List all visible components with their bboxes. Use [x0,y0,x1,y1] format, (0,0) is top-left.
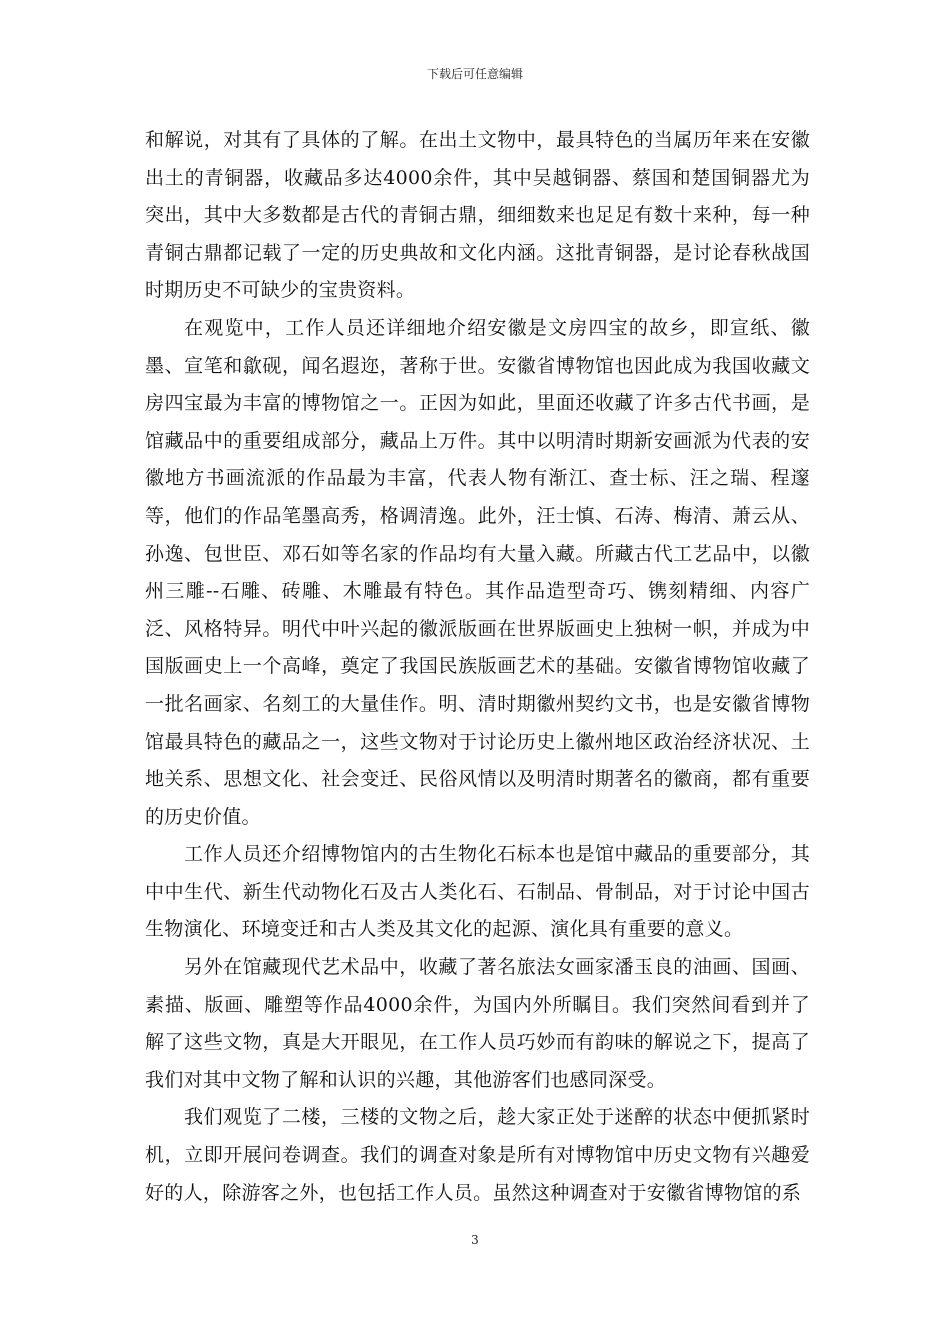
page-number: 3 [471,1233,479,1247]
page-header: 下载后可任意编辑 [426,67,523,81]
document-body [145,122,810,1212]
paragraph-fossils: 工作人员还介绍博物馆内的古生物化石标本也是馆中藏品的重要部分，其中中生代、新生代动物化石及古人类化石、石制品、骨制品，对于讨论中国古生物演化、环境变迁和古人类及其文化的起源、演化具有重要的意义。 [145,843,810,941]
paragraph-four-treasures: 在观览中，工作人员还详细地介绍安徽是文房四宝的故乡，即宣纸、徽墨、宣笔和歙砚，闻名遐迩，著称于世。安徽省博物馆也因此成为我国收藏文房四宝最为丰富的博物馆之一。正因为如此，里面还收藏了许多古代书画，是馆藏品中的重要组成部分，藏品上万件。其中以明清时期新安画派为代表的安徽地方书画流派的作品最为丰富，代表人物有渐江、查士标、汪之瑞、程邃等，他们的作品笔墨高秀，格调清逸。此外，汪士慎、石涛、梅清、萧云从、孙逸、包世臣、邓石如等名家的作品均有大量入藏。所藏古代工艺品中，以徽州三雕--石雕、砖雕、木雕最有特色。其作品造型奇巧、镌刻精细、内容广泛、风格特异。明代中叶兴起的徽派版画在世界版画史上独树一帜，并成为中国版画史上一个高峰，奠定了我国民族版画艺术的基础。安徽省博物馆收藏了一批名画家、名刻工的大量佳作。明、清时期徽州契约文书，也是安徽省博物馆最具特色的藏品之一，这些文物对于讨论历史上徽州地区政治经济状况、土地关系、思想文化、社会变迁、民俗风情以及明清时期著名的徽商，都有重要的历史价值。 [145,316,810,828]
paragraph-continuation: 和解说，对其有了具体的了解。在出土文物中，最具特色的当属历年来在安徽出土的青铜器，收藏品多达4000余件，其中吴越铜器、蔡国和楚国铜器尤为突出，其中大多数都是古代的青铜古鼎，细细数来也足足有数十来种，每一种青铜古鼎都记载了一定的历史典故和文化内涵。这批青铜器，是讨论春秋战国时期历史不可缺少的宝贵资料。 [145,129,810,302]
paragraph-modern-art: 另外在馆藏现代艺术品中，收藏了著名旅法女画家潘玉良的油画、国画、素描、版画、雕塑等作品4000余件，为国内外所瞩目。我们突然间看到并了解了这些文物，真是大开眼见，在工作人员巧妙而有韵味的解说之下，提高了我们对其中文物了解和认识的兴趣，其他游客们也感同深受。 [145,956,810,1091]
paragraph-survey: 我们观览了二楼，三楼的文物之后，趁大家正处于迷醉的状态中便抓紧时机，立即开展问卷调查。我们的调查对象是所有对博物馆中历史文物有兴趣爱好的人，除游客之外，也包括工作人员。虽然这种调查对于安徽省博物馆的系 [145,1106,810,1204]
